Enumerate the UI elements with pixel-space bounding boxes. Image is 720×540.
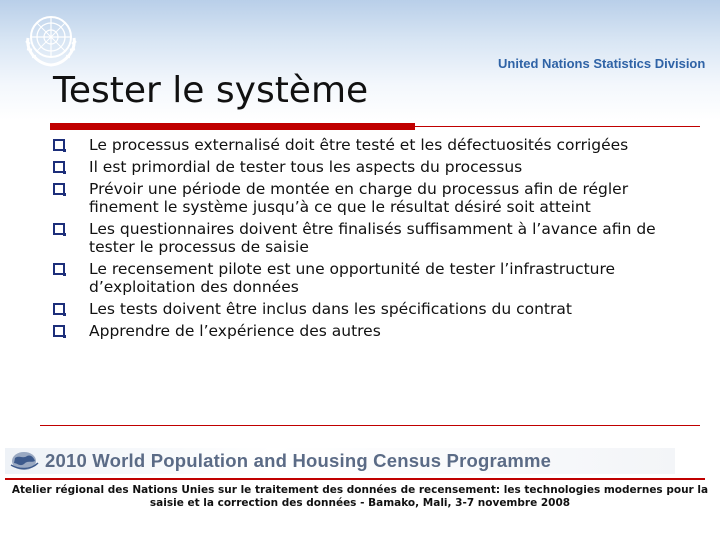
bullet-text: Apprendre de l’expérience des autres: [89, 322, 381, 340]
globe-icon: [9, 450, 39, 472]
bullet-text: Les questionnaires doivent être finalisés suffisamment à l’avance afin de tester le processus de saisie: [89, 220, 656, 256]
bullet-item: [50, 136, 680, 154]
bullet-list: [50, 136, 680, 344]
bullet-item: [50, 322, 680, 340]
census-programme-banner: [5, 448, 675, 474]
footer-caption: Atelier régional des Nations Unies sur le traitement des données de recensement: les technologies modernes pour la saisie et la correction des données - Bamako, Mali, 3-7 novembre 2008: [11, 484, 709, 509]
footer-accent-rule: [5, 478, 705, 480]
bullet-text: Prévoir une période de montée en charge du processus afin de régler finement le système jusqu’à ce que le résultat désiré soit atteint: [89, 180, 629, 216]
square-bullet-icon: [53, 161, 65, 173]
bullet-item: [50, 220, 680, 256]
square-bullet-icon: [53, 303, 65, 315]
bullet-item: [50, 180, 680, 216]
square-bullet-icon: [53, 139, 65, 151]
slide-title: Tester le système: [53, 70, 369, 111]
bullet-item: [50, 158, 680, 176]
footer-divider: [40, 425, 700, 426]
bullet-item: [50, 300, 680, 318]
square-bullet-icon: [53, 325, 65, 337]
division-label: United Nations Statistics Division: [498, 56, 706, 71]
banner-text: 2010 World Population and Housing Census Programme: [45, 450, 552, 471]
square-bullet-icon: [53, 263, 65, 275]
title-accent-bar: [50, 123, 415, 130]
bullet-item: [50, 260, 680, 296]
un-emblem-icon: [20, 8, 82, 70]
bullet-text: Le recensement pilote est une opportunité de tester l’infrastructure d’exploitation des données: [89, 260, 616, 296]
square-bullet-icon: [53, 223, 65, 235]
square-bullet-icon: [53, 183, 65, 195]
bullet-text: Le processus externalisé doit être testé et les défectuosités corrigées: [89, 136, 629, 154]
bullet-text: Il est primordial de tester tous les aspects du processus: [89, 158, 523, 176]
bullet-text: Les tests doivent être inclus dans les spécifications du contrat: [89, 300, 572, 318]
